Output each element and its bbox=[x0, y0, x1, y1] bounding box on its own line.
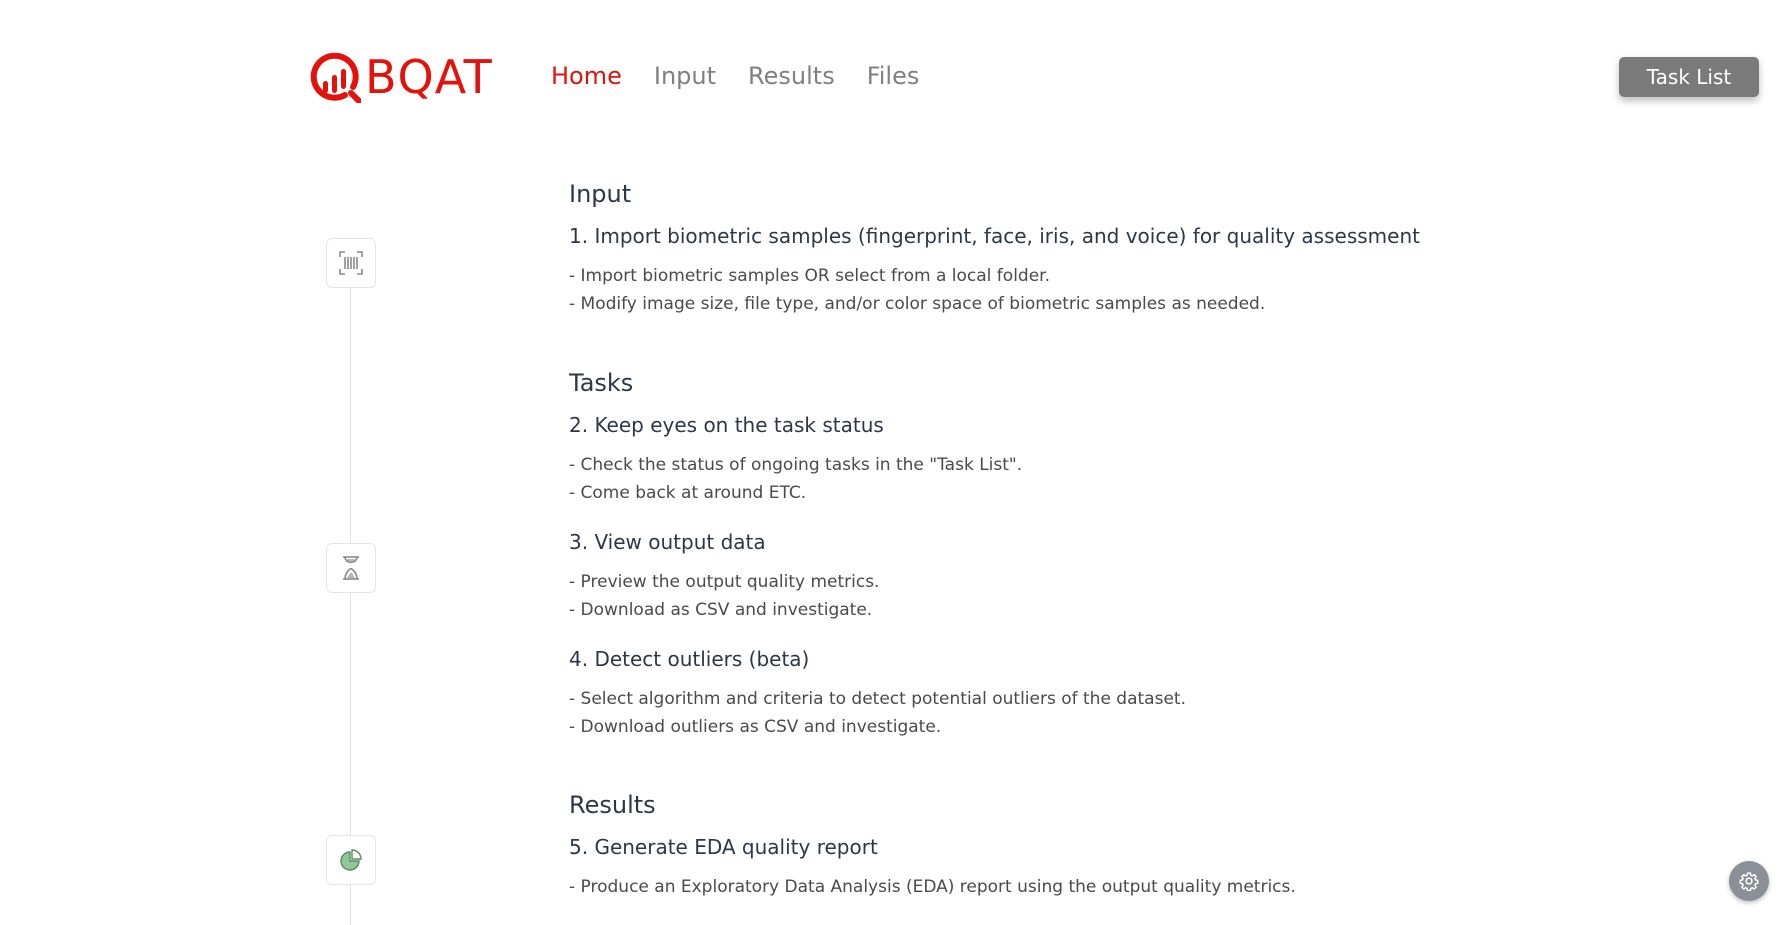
top-header bbox=[0, 0, 1791, 150]
step-2-line-2: - Come back at around ETC. bbox=[569, 483, 807, 503]
nav-files[interactable]: Files bbox=[866, 62, 920, 90]
step-1-line-1: - Import biometric samples OR select from a local folder. bbox=[569, 266, 1050, 286]
step-2-line-1: - Check the status of ongoing tasks in the "Task List". bbox=[569, 455, 1023, 475]
main-nav bbox=[551, 60, 919, 92]
logo-text: BQAT bbox=[365, 50, 493, 104]
timeline-step-input bbox=[326, 238, 376, 288]
bqat-logo-icon bbox=[309, 51, 361, 103]
barcode-scan-icon bbox=[338, 250, 364, 276]
logo[interactable] bbox=[309, 50, 493, 104]
step-4-title: 4. Detect outliers (beta) bbox=[569, 647, 810, 671]
gear-icon bbox=[1739, 871, 1759, 891]
step-3-line-1: - Preview the output quality metrics. bbox=[569, 572, 880, 592]
nav-results[interactable]: Results bbox=[748, 62, 835, 90]
step-5-title: 5. Generate EDA quality report bbox=[569, 835, 878, 859]
step-3-line-2: - Download as CSV and investigate. bbox=[569, 600, 873, 620]
step-3-title: 3. View output data bbox=[569, 530, 766, 554]
pie-chart-icon bbox=[338, 847, 364, 873]
settings-button[interactable] bbox=[1729, 861, 1769, 901]
step-2-title: 2. Keep eyes on the task status bbox=[569, 413, 884, 437]
section-title-input: Input bbox=[569, 180, 632, 208]
step-4-line-2: - Download outliers as CSV and investigate. bbox=[569, 717, 942, 737]
section-title-results: Results bbox=[569, 791, 656, 819]
step-4-line-1: - Select algorithm and criteria to detect potential outliers of the dataset. bbox=[569, 689, 1186, 709]
timeline-step-tasks bbox=[326, 543, 376, 593]
hourglass-icon bbox=[340, 555, 362, 581]
nav-input[interactable]: Input bbox=[653, 62, 717, 90]
section-title-tasks: Tasks bbox=[569, 369, 634, 397]
step-1-line-2: - Modify image size, file type, and/or color space of biometric samples as needed. bbox=[569, 294, 1266, 314]
task-list-button[interactable]: Task List bbox=[1619, 57, 1759, 97]
timeline-line bbox=[350, 262, 351, 925]
step-1-title: 1. Import biometric samples (fingerprint, face, iris, and voice) for quality assessment bbox=[569, 224, 1420, 248]
timeline-step-results bbox=[326, 835, 376, 885]
step-5-line-1: - Produce an Exploratory Data Analysis (EDA) report using the output quality metrics. bbox=[569, 877, 1296, 897]
nav-home[interactable]: Home bbox=[551, 62, 622, 90]
